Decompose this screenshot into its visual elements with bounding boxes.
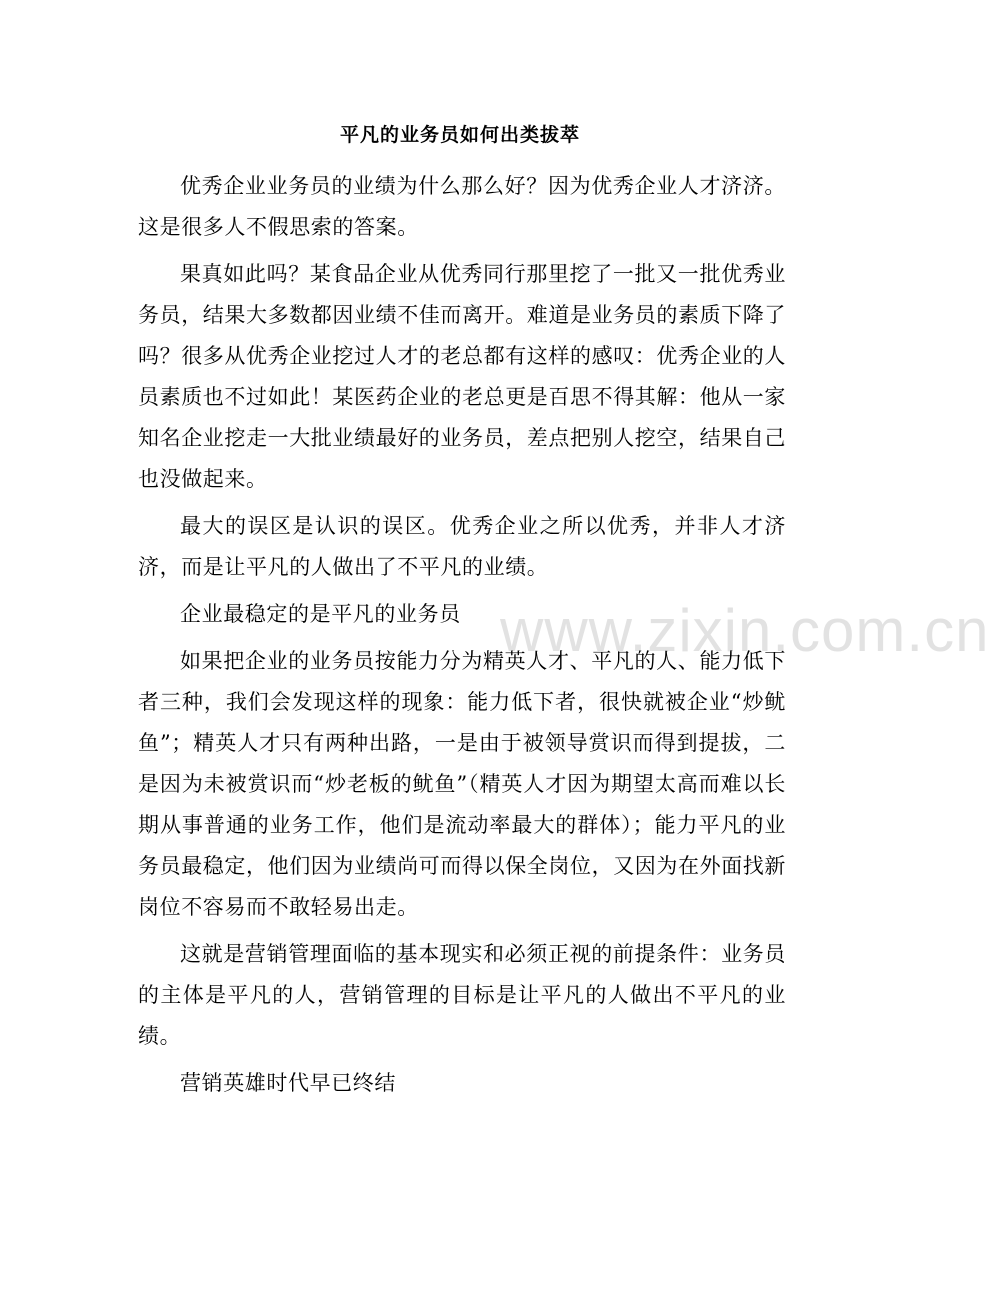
section-heading-hero-era-ended: 营销英雄时代早已终结 bbox=[180, 1071, 396, 1095]
paragraph-5: 如果把企业的业务员按能力分为精英人才、平凡的人、能力低下者三种，我们会发现这样的现象：能力低下者，很快就被企业“炒鱿鱼”；精英人才只有两种出路，一是由于被领导赏识而得到提拔，二是因为未被赏识而“炒老板的鱿鱼”（精英人才因为期望太高而难以长期从事普通的业务工作，他们是流动率最大的群体）；能力平凡的业务员最稳定，他们因为业绩尚可而得以保全岗位，又因为在外面找新岗位不容易而不敢轻易出走。 bbox=[138, 649, 786, 919]
document-body bbox=[138, 166, 786, 1104]
section-heading-stable-salespeople: 企业最稳定的是平凡的业务员 bbox=[180, 602, 461, 626]
paragraph-1: 优秀企业业务员的业绩为什么那么好？因为优秀企业人才济济。这是很多人不假思索的答案。 bbox=[138, 174, 786, 239]
paragraph-2: 果真如此吗？某食品企业从优秀同行那里挖了一批又一批优秀业务员，结果大多数都因业绩不佳而离开。难道是业务员的素质下降了吗？很多从优秀企业挖过人才的老总都有这样的感叹：优秀企业的人员素质也不过如此！某医药企业的老总更是百思不得其解：他从一家知名企业挖走一大批业绩最好的业务员，差点把别人挖空，结果自己也没做起来。 bbox=[138, 262, 786, 491]
watermark: www.zixin.com.cn bbox=[500, 597, 989, 664]
paragraph-6: 这就是营销管理面临的基本现实和必须正视的前提条件：业务员的主体是平凡的人，营销管理的目标是让平凡的人做出不平凡的业绩。 bbox=[138, 942, 786, 1048]
document-title: 平凡的业务员如何出类拔萃 bbox=[339, 124, 580, 146]
paragraph-3: 最大的误区是认识的误区。优秀企业之所以优秀，并非人才济济，而是让平凡的人做出了不平凡的业绩。 bbox=[138, 514, 786, 579]
